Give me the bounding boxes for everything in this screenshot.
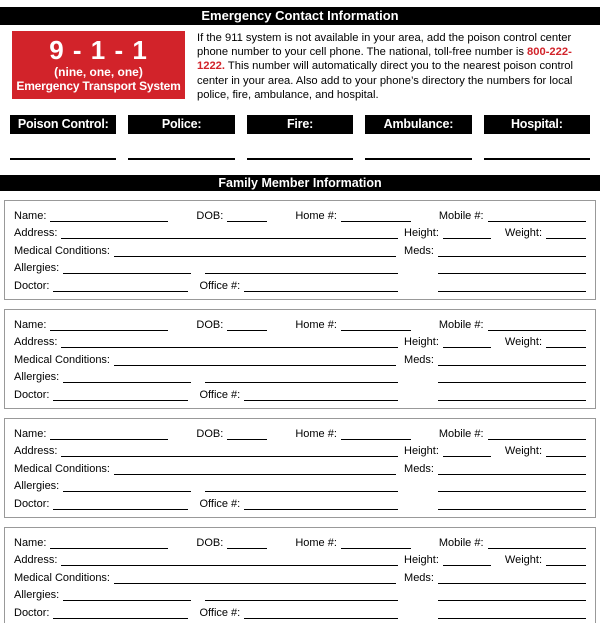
member-row-doctor [14,385,586,403]
doctor-line[interactable] [53,607,188,619]
weight-label: Weight: [504,227,542,240]
medical-conditions-label: Medical Conditions: [14,462,110,475]
allergies-line[interactable] [63,262,191,274]
dob-label: DOB: [196,427,224,440]
height-label: Height: [404,336,439,349]
meds-line[interactable] [438,572,586,584]
mobile-phone-label: Mobile #: [438,318,484,331]
doctor-label: Doctor: [14,388,50,401]
doctor-line[interactable] [53,498,188,510]
member-row-doctor [14,603,586,621]
member-row-address [14,224,586,242]
contact-col-fire [247,115,353,134]
member-row-address [14,442,586,460]
contact-col-ambulance [365,115,471,134]
emergency-number-caption: Emergency Transport System [16,79,181,93]
meds-label: Meds: [404,244,434,257]
home-phone-label: Home #: [295,427,337,440]
medical-conditions-line[interactable] [114,572,396,584]
allergies-label: Allergies: [14,589,60,602]
address-label: Address: [14,554,58,567]
allergies-continuation-line[interactable] [205,262,398,274]
office-phone-label: Office #: [199,388,241,401]
mobile-phone-line[interactable] [488,210,586,222]
home-phone-label: Home #: [295,318,337,331]
weight-line[interactable] [546,445,586,457]
allergies-continuation-line[interactable] [205,371,398,383]
member-row-identity [14,315,586,333]
home-phone-line[interactable] [341,210,411,222]
dob-label: DOB: [196,318,224,331]
medical-conditions-line[interactable] [114,354,396,366]
meds-continuation-line-2[interactable] [438,280,586,292]
page-title: Emergency Contact Information [0,7,600,25]
member-row-medical [14,459,586,477]
medical-conditions-line[interactable] [114,463,396,475]
doctor-line[interactable] [53,280,188,292]
member-row-doctor [14,276,586,294]
meds-continuation-line-1[interactable] [438,262,586,274]
address-line[interactable] [61,227,398,239]
meds-line[interactable] [438,463,586,475]
meds-continuation-line-2[interactable] [438,607,586,619]
office-phone-line[interactable] [244,498,398,510]
office-phone-line[interactable] [244,607,398,619]
member-row-identity [14,424,586,442]
ambulance-label: Ambulance: [365,115,471,134]
poison-control-line[interactable] [10,158,116,160]
mobile-phone-label: Mobile #: [438,209,484,222]
office-phone-label: Office #: [199,497,241,510]
member-row-allergies [14,477,586,495]
intro-section [12,31,590,102]
emergency-number-phonetic: (nine, one, one) [54,65,143,79]
member-row-allergies [14,368,586,386]
intro-text-before: If the 911 system is not available in your area, add the poison control center phone number to your cell phone. The national, toll-free number is [197,32,572,59]
name-label: Name: [14,536,47,549]
member-block [4,200,596,300]
address-label: Address: [14,445,58,458]
member-block [4,309,596,409]
dob-label: DOB: [196,209,224,222]
address-line[interactable] [61,554,398,566]
allergies-label: Allergies: [14,262,60,275]
home-phone-label: Home #: [295,536,337,549]
medical-conditions-label: Medical Conditions: [14,353,110,366]
allergies-label: Allergies: [14,371,60,384]
member-block [4,418,596,518]
emergency-contacts-write-in-row [10,158,590,160]
medical-conditions-label: Medical Conditions: [14,244,110,257]
name-line[interactable] [50,210,168,222]
weight-line[interactable] [546,227,586,239]
contact-col-poison-control [10,115,116,134]
dob-line[interactable] [227,537,267,549]
meds-continuation-line-1[interactable] [438,589,586,601]
name-label: Name: [14,318,47,331]
allergies-line[interactable] [63,589,191,601]
dob-line[interactable] [227,210,267,222]
ambulance-line[interactable] [365,158,471,160]
member-row-address [14,333,586,351]
weight-line[interactable] [546,554,586,566]
dob-label: DOB: [196,536,224,549]
family-section-title: Family Member Information [0,175,600,191]
meds-label: Meds: [404,462,434,475]
meds-continuation-line-2[interactable] [438,498,586,510]
nine-one-one-box [12,31,185,99]
meds-line[interactable] [438,245,586,257]
member-row-doctor [14,494,586,512]
member-row-identity [14,533,586,551]
contact-col-police [128,115,234,134]
address-label: Address: [14,227,58,240]
police-line[interactable] [128,158,234,160]
fire-label: Fire: [247,115,353,134]
family-members-list [4,200,596,623]
medical-conditions-line[interactable] [114,245,396,257]
mobile-phone-line[interactable] [488,537,586,549]
allergies-line[interactable] [63,480,191,492]
poison-control-label: Poison Control: [10,115,116,134]
height-line[interactable] [443,336,491,348]
meds-label: Meds: [404,571,434,584]
home-phone-line[interactable] [341,537,411,549]
mobile-phone-label: Mobile #: [438,536,484,549]
contact-col-hospital [484,115,590,134]
member-row-allergies [14,259,586,277]
height-label: Height: [404,227,439,240]
height-label: Height: [404,554,439,567]
allergies-line[interactable] [63,371,191,383]
height-label: Height: [404,445,439,458]
office-phone-line[interactable] [244,280,398,292]
meds-continuation-line-2[interactable] [438,389,586,401]
home-phone-label: Home #: [295,209,337,222]
poison-control-phone-number: 800-222-1222. [197,46,572,73]
hospital-label: Hospital: [484,115,590,134]
intro-text-after: This number will automatically direct you to the nearest poison control center in your area. Also add to your phone’s directory the numbers for local police, fire, ambulance, and hospital. [197,60,574,101]
meds-continuation-line-1[interactable] [438,371,586,383]
allergies-continuation-line[interactable] [205,589,398,601]
name-line[interactable] [50,428,168,440]
office-phone-label: Office #: [199,606,241,619]
height-line[interactable] [443,227,491,239]
weight-line[interactable] [546,336,586,348]
meds-continuation-line-1[interactable] [438,480,586,492]
weight-label: Weight: [504,336,542,349]
fire-line[interactable] [247,158,353,160]
office-phone-label: Office #: [199,279,241,292]
member-row-medical [14,241,586,259]
weight-label: Weight: [504,445,542,458]
home-phone-line[interactable] [341,319,411,331]
name-label: Name: [14,209,47,222]
member-row-address [14,551,586,569]
medical-conditions-label: Medical Conditions: [14,571,110,584]
hospital-line[interactable] [484,158,590,160]
height-line[interactable] [443,445,491,457]
address-line[interactable] [61,445,398,457]
mobile-phone-line[interactable] [488,428,586,440]
member-row-allergies [14,586,586,604]
doctor-line[interactable] [53,389,188,401]
doctor-label: Doctor: [14,279,50,292]
meds-line[interactable] [438,354,586,366]
address-label: Address: [14,336,58,349]
intro-paragraph [197,31,590,102]
meds-label: Meds: [404,353,434,366]
doctor-label: Doctor: [14,497,50,510]
name-line[interactable] [50,537,168,549]
height-line[interactable] [443,554,491,566]
emergency-number: 9 - 1 - 1 [49,35,148,65]
member-row-medical [14,350,586,368]
member-block [4,527,596,623]
mobile-phone-label: Mobile #: [438,427,484,440]
allergies-label: Allergies: [14,480,60,493]
member-row-medical [14,568,586,586]
home-phone-line[interactable] [341,428,411,440]
address-line[interactable] [61,336,398,348]
name-line[interactable] [50,319,168,331]
office-phone-line[interactable] [244,389,398,401]
dob-line[interactable] [227,319,267,331]
allergies-continuation-line[interactable] [205,480,398,492]
emergency-contacts-row [10,115,590,134]
police-label: Police: [128,115,234,134]
doctor-label: Doctor: [14,606,50,619]
dob-line[interactable] [227,428,267,440]
member-row-identity [14,206,586,224]
name-label: Name: [14,427,47,440]
weight-label: Weight: [504,554,542,567]
mobile-phone-line[interactable] [488,319,586,331]
